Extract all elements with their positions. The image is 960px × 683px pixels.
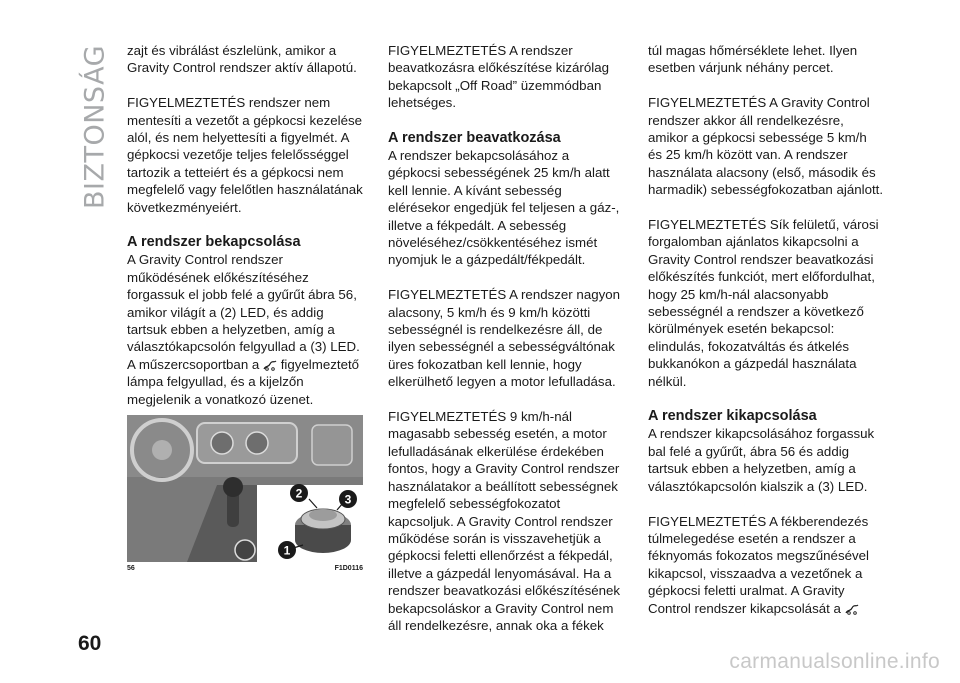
warning-paragraph: FIGYELMEZTETÉS rendszer nem mentesíti a vezetőt a gépkocsi kezelése alól, és nem helyettesíti a figyelmét. A gépkocsi vezetője teljes felelősséggel tartozik a tetteiért és a gépkocsi nem megfelelő vagy felelőtlen használatának következményeiért. — [127, 95, 363, 215]
paragraph-text: FIGYELMEZTETÉS A fékberendezés túlmelegedése esetén a rendszer a féknyomás fokozatos megszűnésével kikapcsol, visszaadva a vezetőnek a gépkocsi feletti uralmat. A Gravity Control rendszer kikapcsolását a — [648, 513, 869, 616]
warning-paragraph: FIGYELMEZTETÉS A Gravity Control rendszer akkor áll rendelkezésre, amikor a gépkocsi sebessége 5 km/h és 25 km/h között van. A rendszer használata alacsony (első, második és harmadik) sebességfokozatban ajánlott. — [648, 95, 884, 198]
section-heading: A rendszer beavatkozása — [388, 130, 561, 147]
warning-paragraph: FIGYELMEZTETÉS A rendszer nagyon alacsony, 5 km/h és 9 km/h közötti sebességnél is rendelkezésre áll, de ilyen sebességnél a sebességváltónak üres fokozatban kell lennie, hogy elkerülhető legyen a motor lefulladása. — [388, 287, 621, 390]
section-side-title — [78, 42, 112, 212]
section-side-title-text: BIZTONSÁG — [79, 45, 111, 209]
paragraph-text: A Gravity Control rendszer működésének előkészítéséhez forgassuk el jobb felé a gyűrűt ábra 56, amikor világít a (2) LED, és addig tartsuk ebben a helyzetben, amíg a választókapcsolón felgyullad a (3) LED. A műszercsoportban a — [127, 252, 360, 372]
callout-1-label: 1 — [283, 543, 291, 558]
column-right — [648, 42, 884, 634]
section-heading: A rendszer bekapcsolása — [127, 234, 301, 251]
warning-paragraph: FIGYELMEZTETÉS Sík felületű, városi forgalomban ajánlatos kikapcsolni a Gravity Control rendszer beavatkozási előkészítés funkciót, mert előfordulhat, hogy 25 km/h-nál alacsonyabb sebességnél a rendszer a következő körülmények esetén bekapcsol: elindulás, fokozatváltás és átkelés bukkanókon a gázpedál használata nélkül. — [648, 217, 879, 389]
callout-3-label: 3 — [344, 492, 352, 507]
gravity-control-warning-icon — [845, 603, 859, 615]
figure-illustration — [127, 415, 363, 562]
warning-paragraph — [648, 513, 884, 617]
column-left — [127, 42, 363, 425]
paragraph — [127, 251, 363, 408]
paragraph: zajt és vibrálást észlelünk, amikor a Gravity Control rendszer aktív állapotú. — [127, 43, 357, 76]
watermark: carmanualsonline.info — [729, 650, 940, 673]
figure-number: 56 — [127, 565, 135, 572]
warning-paragraph: FIGYELMEZTETÉS 9 km/h-nál magasabb sebesség esetén, a motor lefulladásának elkerülése érdekében fontos, hogy a Gravity Control rendszer használatakor a beállított sebességnek megfelelő sebességfokozatot kapcsoljuk. A Gravity Control rendszer működése során is visszavehetjük a gépkocsi feletti ellenőrzést a fékpedál, illetve a gázpedál lenyomásával. Ha a rendszer beavatkozási előkészítésének bekapcsoláskor a Gravity Control nem áll rendelkezésre, annak oka a fékek — [388, 409, 621, 633]
paragraph: túl magas hőmérséklete lehet. Ilyen esetben várjunk néhány percet. — [648, 43, 858, 76]
page-number: 60 — [78, 632, 102, 655]
callout-2-label: 2 — [295, 486, 303, 501]
paragraph: A rendszer bekapcsolásához a gépkocsi sebességének 25 km/h alatt kell lennie. A kívánt sebesség elérésekor engedjük fel teljesen a gáz-, illetve a fékpedált. A sebesség növeléséhez/csökkentéséhez ismét nyomjuk le a gázpedált/fékpedált. — [388, 148, 620, 268]
section-heading: A rendszer kikapcsolása — [648, 408, 817, 425]
figure-gearshift-gravity-control — [127, 415, 363, 562]
paragraph-text: figyelmeztető lámpa felgyullad, és a kijelzőn megjelenik a vonatkozó üzenet. — [127, 356, 360, 407]
paragraph: A rendszer kikapcsolásához forgassuk bal felé a gyűrűt, ábra 56 és addig tartsuk ebben a helyzetben, amíg a választókapcsolón kialszik a (3) LED. — [648, 426, 875, 494]
column-middle — [388, 42, 624, 652]
warning-paragraph: FIGYELMEZTETÉS A rendszer beavatkozásra előkészítése kizárólag bekapcsolt „Off Road” üzemmódban lehetséges. — [388, 43, 609, 111]
figure-code: F1D0116 — [334, 565, 363, 572]
gravity-control-warning-icon — [263, 359, 277, 371]
